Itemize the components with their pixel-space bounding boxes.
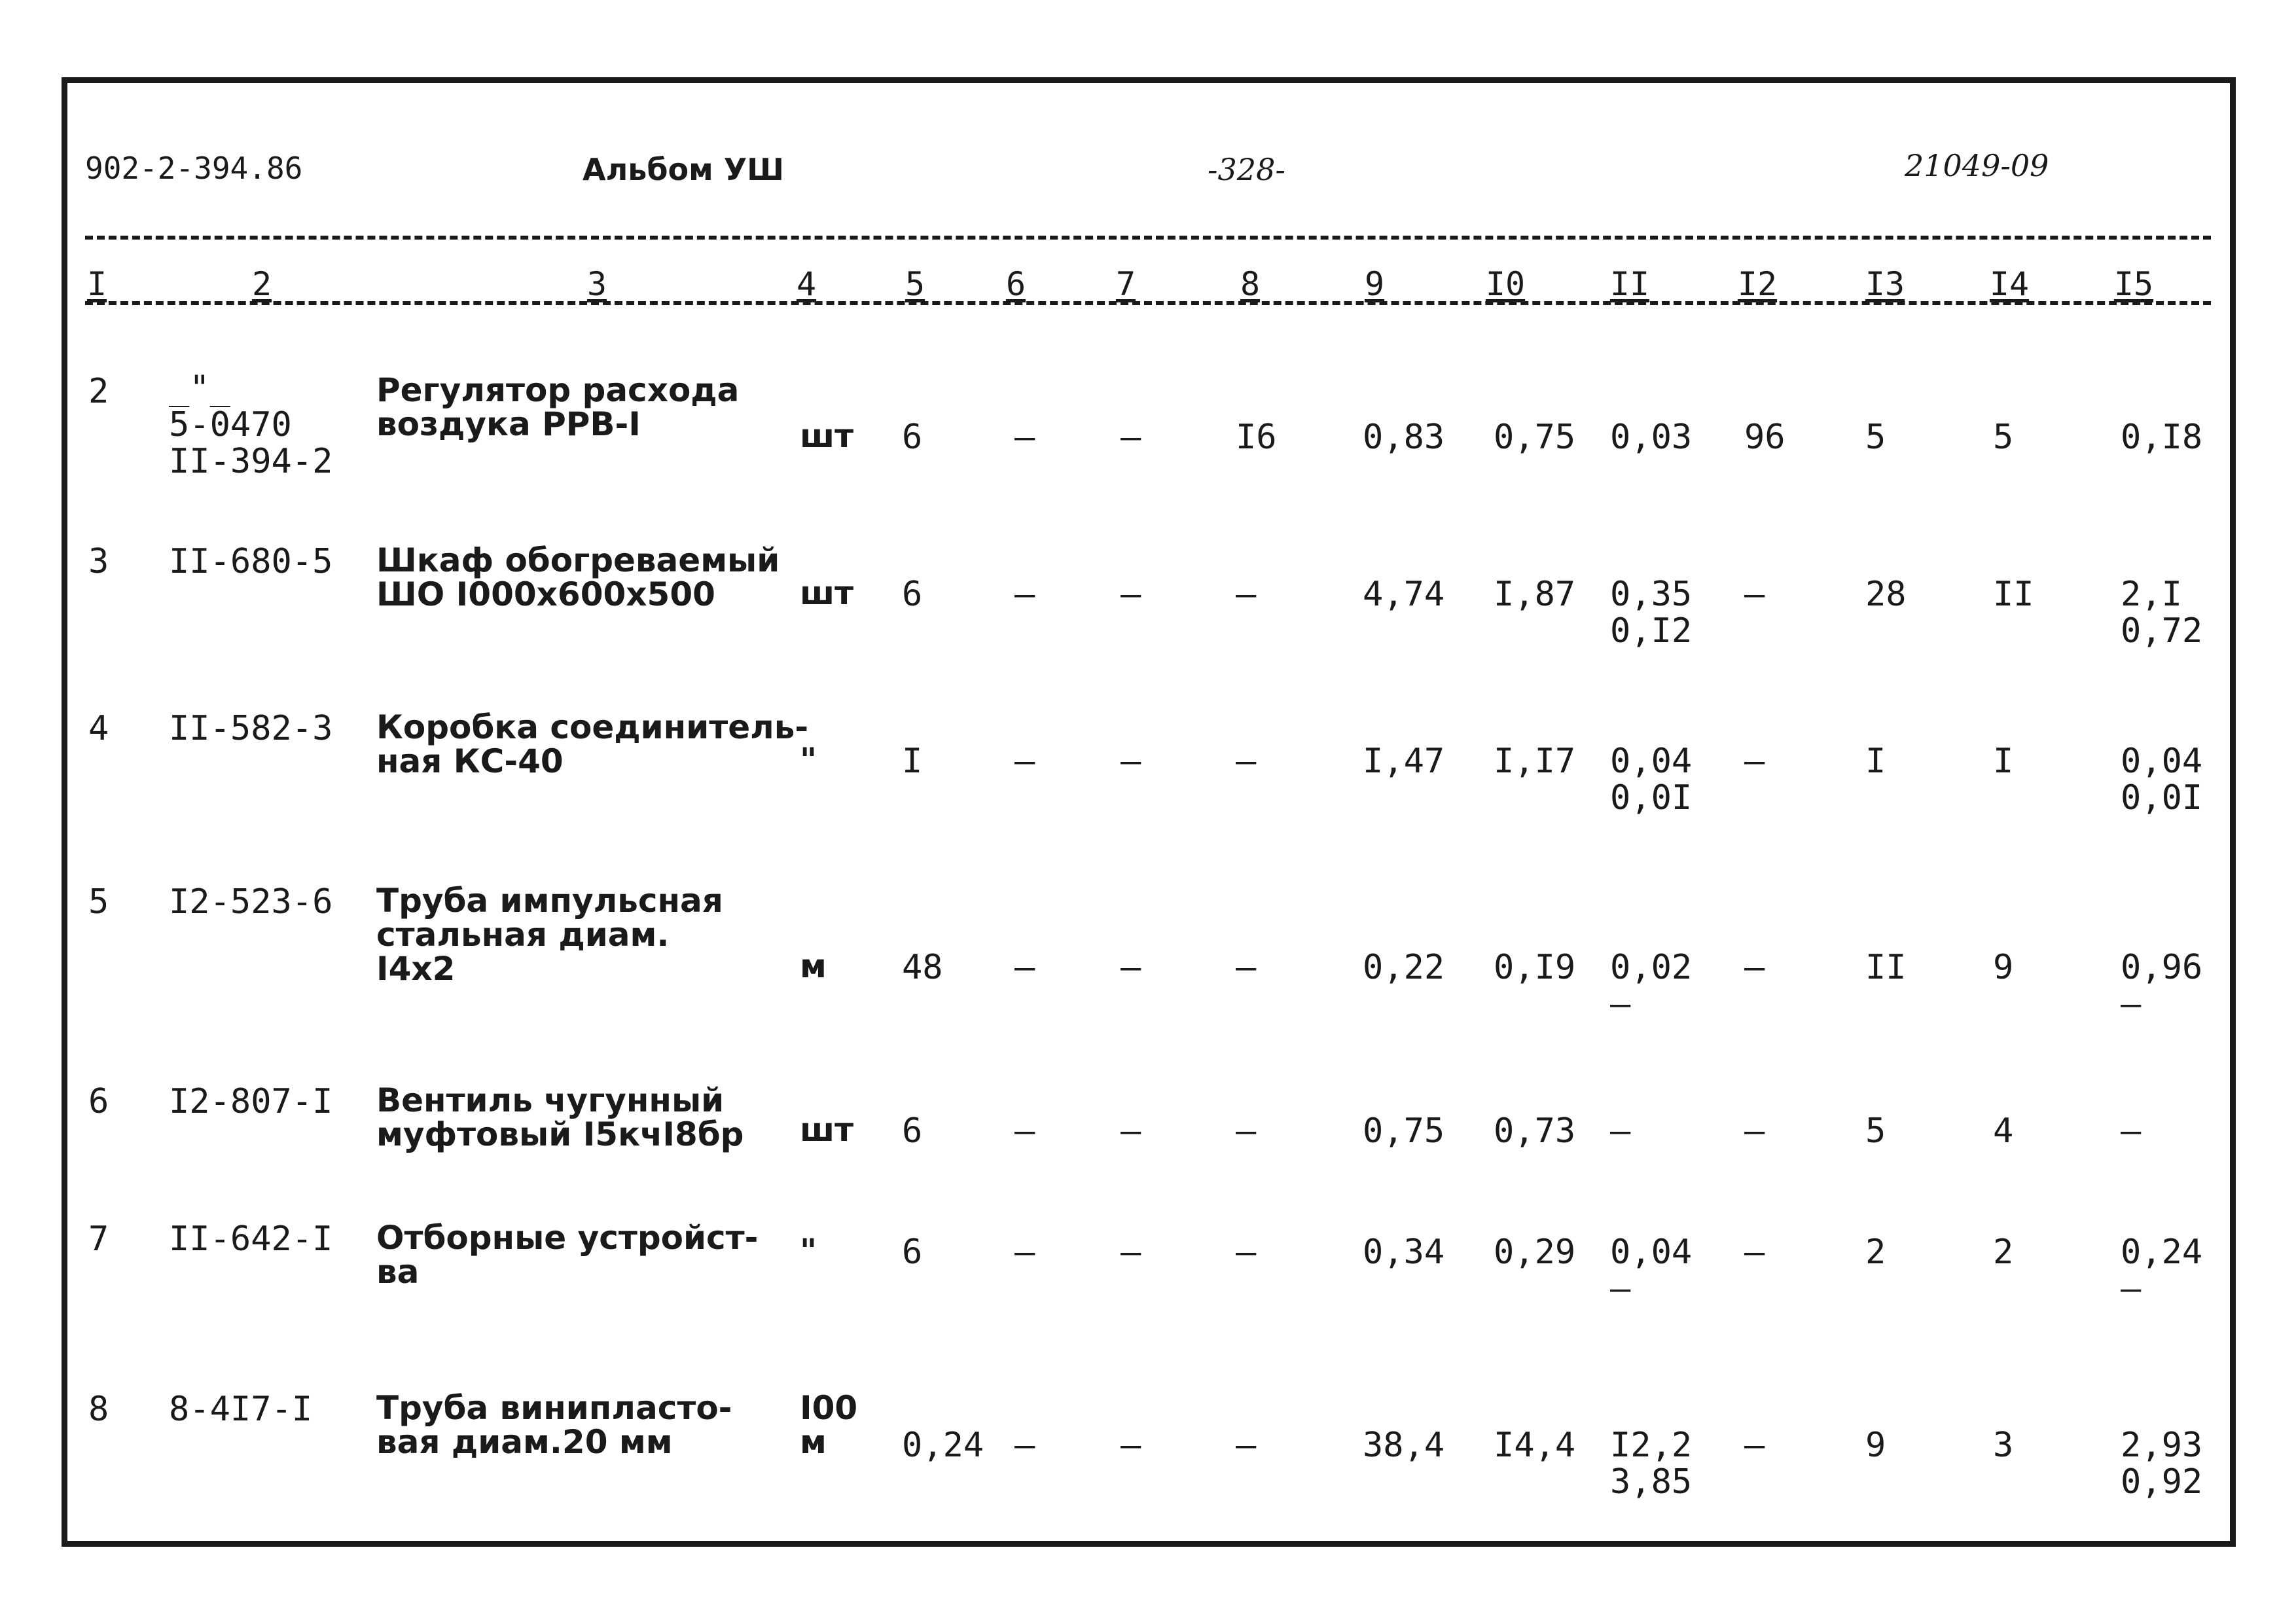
table-cell-col14: 4 [1993,1111,2014,1151]
table-cell-col6: – [1014,1233,1035,1272]
table-cell-col6: – [1014,1426,1035,1465]
table-cell-col14: 9 [1993,948,2014,987]
column-number-13: I3 [1865,265,1905,303]
table-cell-col9: 0,75 [1363,1111,1445,1151]
table-cell-col15: 2,93 0,92 [2121,1426,2203,1502]
table-cell-col15: 0,24 – [2121,1233,2203,1308]
column-number-2: 2 [251,265,272,303]
table-cell-col1: 5 [88,882,109,922]
table-cell-col10: I4,4 [1494,1426,1576,1465]
table-cell-col11: I2,2 3,85 [1610,1426,1693,1502]
table-cell-col8: – [1236,742,1257,781]
table-cell-col10: 0,73 [1494,1111,1576,1151]
table-cell-col12: – [1744,1111,1765,1151]
table-cell-col5: 6 [902,1111,923,1151]
column-number-divider [85,301,2211,305]
table-cell-col3: Отборные устройст- ва [376,1219,759,1291]
table-cell-col10: 0,75 [1494,418,1576,457]
table-cell-col15: 0,04 0,0I [2121,742,2203,818]
table-cell-col8: I6 [1236,418,1277,457]
table-cell-col11: – [1610,1111,1631,1151]
table-cell-col12: – [1744,575,1765,614]
table-cell-col14: 5 [1993,418,2014,457]
table-cell-col8: – [1236,1233,1257,1272]
table-cell-col2: I2-807-I [169,1082,333,1121]
table-cell-col7: – [1121,1233,1141,1272]
column-number-3: 3 [586,265,607,303]
table-cell-col4: шт [800,417,854,455]
table-cell-col7: – [1121,1111,1141,1151]
table-cell-col2: 8-4I7-I [169,1390,313,1429]
table-cell-col9: 38,4 [1363,1426,1445,1465]
table-cell-col9: I,47 [1363,742,1445,781]
column-number-14: I4 [1989,265,2030,303]
table-cell-col6: – [1014,742,1035,781]
table-cell-col7: – [1121,742,1141,781]
table-cell-col12: – [1744,1426,1765,1465]
table-cell-col3: Коробка соединитель- ная КС-40 [376,708,809,780]
table-cell-col13: 28 [1865,575,1907,614]
table-cell-col5: 6 [902,575,923,614]
column-number-1: I [86,265,107,303]
table-cell-col15: 2,I 0,72 [2121,575,2203,651]
table-cell-col9: 0,83 [1363,418,1445,457]
table-cell-col4: шт [800,574,854,612]
table-cell-col11: 0,04 – [1610,1233,1693,1308]
table-cell-col4: I00 м [800,1389,858,1461]
table-cell-col10: I,I7 [1494,742,1576,781]
table-cell-col3: Труба винипласто- вая диам.20 мм [376,1389,732,1461]
table-cell-col8: – [1236,948,1257,987]
table-cell-col9: 0,34 [1363,1233,1445,1272]
table-cell-col6: – [1014,1111,1035,1151]
table-cell-col11: 0,04 0,0I [1610,742,1693,818]
table-cell-col2: II-582-3 [169,709,333,748]
table-cell-col9: 4,74 [1363,575,1445,614]
table-cell-col4: " [800,1232,817,1270]
table-cell-col1: 4 [88,709,109,748]
table-cell-col3: Регулятор расхода воздука РРВ-I [376,371,740,443]
table-cell-col15: 0,96 – [2121,948,2203,1024]
table-cell-col8: – [1236,575,1257,614]
table-cell-col9: 0,22 [1363,948,1445,987]
doc-code: 902-2-394.86 [85,151,303,186]
header-divider [85,236,2211,240]
table-cell-col15: – [2121,1111,2142,1151]
table-cell-col7: – [1121,575,1141,614]
sheet-code: 21049-09 [1905,148,2049,183]
table-cell-col1: 8 [88,1390,109,1429]
table-cell-col1: 2 [88,372,109,411]
table-cell-col1: 7 [88,1219,109,1259]
column-number-12: I2 [1737,265,1778,303]
table-cell-col11: 0,03 [1610,418,1693,457]
document-frame [62,77,2236,1547]
table-cell-col14: 2 [1993,1233,2014,1272]
album-title: Альбом УШ [583,152,785,187]
table-cell-col5: 6 [902,418,923,457]
table-cell-col14: I [1993,742,2014,781]
column-number-5: 5 [905,265,925,303]
table-cell-col6: – [1014,575,1035,614]
table-cell-col2: I2-523-6 [169,882,333,922]
table-cell-col6: – [1014,948,1035,987]
table-cell-col12: – [1744,742,1765,781]
table-cell-col7: – [1121,948,1141,987]
table-cell-col10: 0,29 [1494,1233,1576,1272]
table-cell-col8: – [1236,1426,1257,1465]
column-number-7: 7 [1115,265,1136,303]
table-cell-col6: – [1014,418,1035,457]
table-cell-col8: – [1236,1111,1257,1151]
column-number-11: II [1609,265,1650,303]
table-cell-col13: 9 [1865,1426,1886,1465]
table-cell-col2: II-680-5 [169,542,333,581]
table-cell-col4: м [800,947,827,985]
column-number-6: 6 [1005,265,1026,303]
table-cell-col10: 0,I9 [1494,948,1576,987]
table-cell-col14: 3 [1993,1426,2014,1465]
table-cell-col1: 3 [88,542,109,581]
table-cell-col5: 48 [902,948,943,987]
table-cell-col4: шт [800,1111,854,1149]
table-cell-col12: 96 [1744,418,1785,457]
table-cell-col15: 0,I8 [2121,418,2203,457]
table-cell-col14: II [1993,575,2034,614]
table-cell-col7: – [1121,418,1141,457]
table-cell-col10: I,87 [1494,575,1576,614]
table-cell-col13: 5 [1865,418,1886,457]
table-cell-col12: – [1744,948,1765,987]
table-cell-col1: 6 [88,1082,109,1121]
table-cell-col2: _"_ 5-0470 II-394-2 [169,369,333,481]
table-cell-col4: " [800,741,817,779]
column-number-10: I0 [1485,265,1526,303]
table-cell-col7: – [1121,1426,1141,1465]
table-cell-col2: II-642-I [169,1219,333,1259]
column-number-9: 9 [1364,265,1385,303]
table-cell-col5: 6 [902,1233,923,1272]
table-cell-col3: Труба импульсная стальная диам. I4x2 [376,882,723,988]
table-cell-col3: Вентиль чугунный муфтовый I5кчI8бр [376,1081,744,1153]
table-cell-col3: Шкаф обогреваемый ШО I000x600x500 [376,541,780,613]
column-number-4: 4 [796,265,817,303]
table-cell-col11: 0,35 0,I2 [1610,575,1693,651]
table-cell-col5: 0,24 [902,1426,984,1465]
column-number-15: I5 [2113,265,2154,303]
table-cell-col5: I [902,742,923,781]
column-number-8: 8 [1240,265,1261,303]
table-cell-col13: 5 [1865,1111,1886,1151]
table-cell-col13: I [1865,742,1886,781]
table-cell-col12: – [1744,1233,1765,1272]
table-cell-col13: II [1865,948,1907,987]
page-number: -328- [1208,152,1285,187]
table-cell-col13: 2 [1865,1233,1886,1272]
table-cell-col11: 0,02 – [1610,948,1693,1024]
